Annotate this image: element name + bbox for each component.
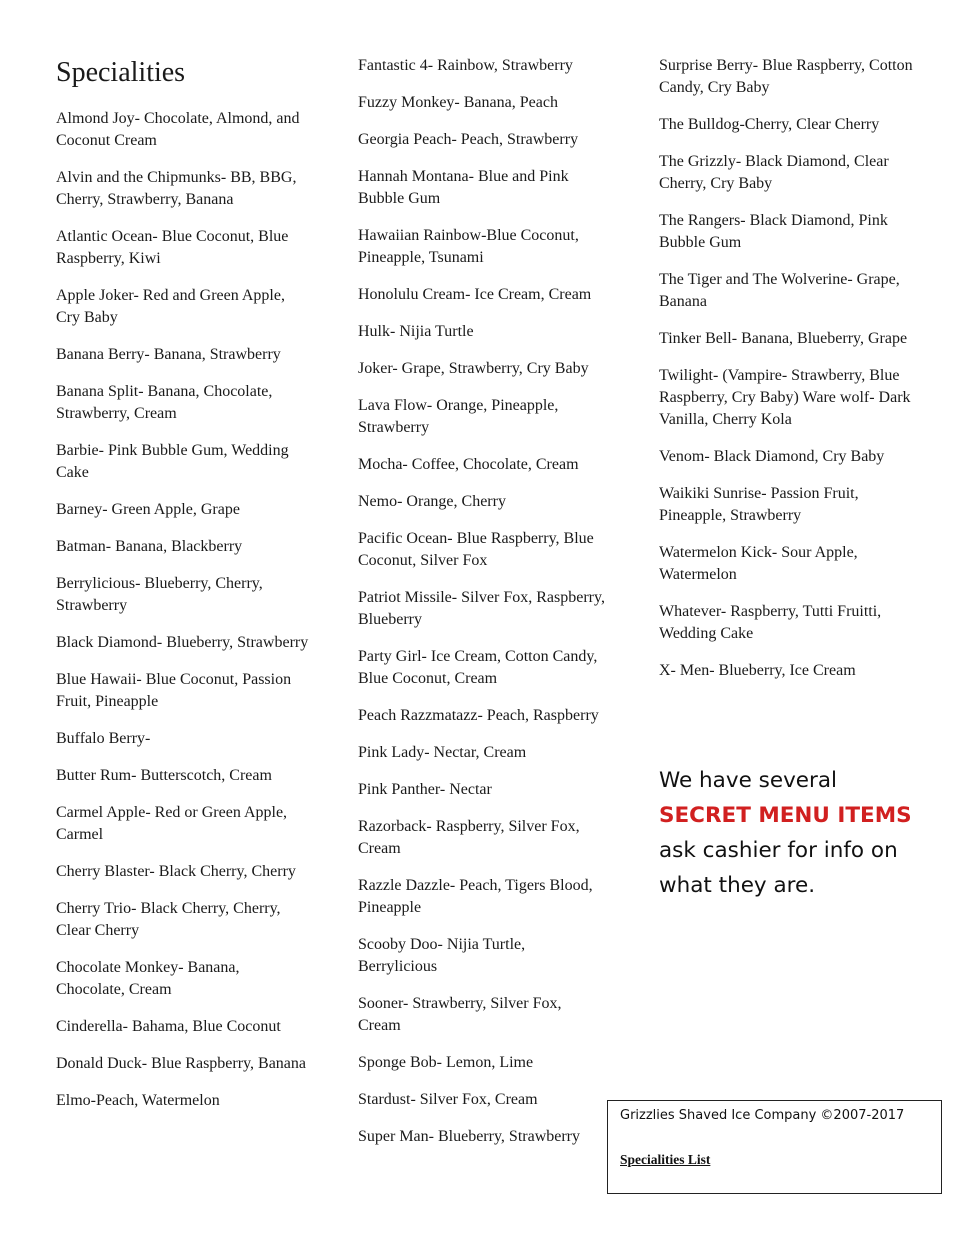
list-item: The Tiger and The Wolverine- Grape, Banana	[659, 271, 900, 310]
list-item: Super Man- Blueberry, Strawberry	[358, 1128, 581, 1145]
list-item: X- Men- Blueberry, Ice Cream	[659, 662, 856, 679]
specialities-list-column-1	[56, 108, 312, 1127]
list-item: Georgia Peach- Peach, Strawberry	[358, 131, 579, 148]
list-item: Hannah Montana- Blue and Pink Bubble Gum	[358, 168, 569, 207]
list-item: Nemo- Orange, Cherry	[358, 493, 506, 510]
list-item: Sooner- Strawberry, Silver Fox, Cream	[358, 995, 562, 1034]
list-item: Black Diamond- Blueberry, Strawberry	[56, 634, 309, 651]
list-item: Venom- Black Diamond, Cry Baby	[659, 448, 885, 465]
list-item: Elmo-Peach, Watermelon	[56, 1092, 220, 1109]
list-item: Surprise Berry- Blue Raspberry, Cotton Candy, Cry Baby	[659, 57, 913, 96]
list-item: Hulk- Nijia Turtle	[358, 323, 474, 340]
list-item: The Grizzly- Black Diamond, Clear Cherry, Cry Baby	[659, 153, 889, 192]
list-item: Barbie- Pink Bubble Gum, Wedding Cake	[56, 442, 289, 481]
list-item: Watermelon Kick- Sour Apple, Watermelon	[659, 544, 858, 583]
page-title: Specialities	[56, 57, 186, 88]
list-item: Pacific Ocean- Blue Raspberry, Blue Coconut, Silver Fox	[358, 530, 594, 569]
list-item: Scooby Doo- Nijia Turtle, Berrylicious	[358, 936, 526, 975]
footer-company: Grizzlies Shaved Ice Company ©2007-2017	[620, 1108, 905, 1123]
list-item: Fuzzy Monkey- Banana, Peach	[358, 94, 558, 111]
list-item: Party Girl- Ice Cream, Cotton Candy, Blue Coconut, Cream	[358, 648, 598, 687]
list-item: The Rangers- Black Diamond, Pink Bubble Gum	[659, 212, 888, 251]
list-item: Razzle Dazzle- Peach, Tigers Blood, Pineapple	[358, 877, 593, 916]
list-item: Razorback- Raspberry, Silver Fox, Cream	[358, 818, 580, 857]
list-item: Stardust- Silver Fox, Cream	[358, 1091, 538, 1108]
secret-menu-highlight: SECRET MENU ITEMS	[659, 803, 912, 828]
list-item: Carmel Apple- Red or Green Apple, Carmel	[56, 804, 288, 843]
list-item: Cherry Trio- Black Cherry, Cherry, Clear Cherry	[56, 900, 281, 939]
list-item: Butter Rum- Butterscotch, Cream	[56, 767, 272, 784]
list-item: Banana Split- Banana, Chocolate, Strawberry, Cream	[56, 383, 273, 422]
list-item: Hawaiian Rainbow-Blue Coconut, Pineapple, Tsunami	[358, 227, 579, 266]
secret-line-3: ask cashier for info on	[659, 838, 898, 863]
list-item: Donald Duck- Blue Raspberry, Banana	[56, 1055, 306, 1072]
list-item: Joker- Grape, Strawberry, Cry Baby	[358, 360, 589, 377]
footer-box	[607, 1100, 942, 1194]
list-item: Twilight- (Vampire- Strawberry, Blue Raspberry, Cry Baby) Ware wolf- Dark Vanilla, Cherry Kola	[659, 367, 911, 428]
list-item: Honolulu Cream- Ice Cream, Cream	[358, 286, 592, 303]
list-item: Chocolate Monkey- Banana, Chocolate, Cream	[56, 959, 240, 998]
list-item: Buffalo Berry-	[56, 730, 151, 747]
list-item: Banana Berry- Banana, Strawberry	[56, 346, 281, 363]
list-item: Tinker Bell- Banana, Blueberry, Grape	[659, 330, 908, 347]
specialities-list-column-3	[659, 55, 919, 697]
list-item: Batman- Banana, Blackberry	[56, 538, 243, 555]
list-item: Almond Joy- Chocolate, Almond, and Coconut Cream	[56, 110, 300, 149]
list-item: Apple Joker- Red and Green Apple, Cry Baby	[56, 287, 285, 326]
specialities-list-column-2	[358, 55, 608, 1163]
list-item: Mocha- Coffee, Chocolate, Cream	[358, 456, 579, 473]
list-item: Fantastic 4- Rainbow, Strawberry	[358, 57, 573, 74]
list-item: Sponge Bob- Lemon, Lime	[358, 1054, 534, 1071]
list-item: The Bulldog-Cherry, Clear Cherry	[659, 116, 880, 133]
list-item: Cherry Blaster- Black Cherry, Cherry	[56, 863, 296, 880]
secret-line-4: what they are.	[659, 873, 816, 898]
list-item: Cinderella- Bahama, Blue Coconut	[56, 1018, 281, 1035]
list-item: Barney- Green Apple, Grape	[56, 501, 240, 518]
list-item: Lava Flow- Orange, Pineapple, Strawberry	[358, 397, 559, 436]
list-item: Alvin and the Chipmunks- BB, BBG, Cherry, Strawberry, Banana	[56, 169, 297, 208]
footer-list-title: Specialities List	[620, 1152, 711, 1167]
secret-line-1: We have several	[659, 768, 838, 793]
list-item: Waikiki Sunrise- Passion Fruit, Pineapple, Strawberry	[659, 485, 859, 524]
list-item: Blue Hawaii- Blue Coconut, Passion Fruit, Pineapple	[56, 671, 292, 710]
list-item: Berrylicious- Blueberry, Cherry, Strawberry	[56, 575, 263, 614]
list-item: Patriot Missile- Silver Fox, Raspberry, Blueberry	[358, 589, 605, 628]
list-item: Pink Panther- Nectar	[358, 781, 492, 798]
list-item: Pink Lady- Nectar, Cream	[358, 744, 527, 761]
list-item: Atlantic Ocean- Blue Coconut, Blue Raspberry, Kiwi	[56, 228, 289, 267]
secret-menu-notice	[659, 763, 949, 903]
list-item: Whatever- Raspberry, Tutti Fruitti, Wedding Cake	[659, 603, 882, 642]
list-item: Peach Razzmatazz- Peach, Raspberry	[358, 707, 599, 724]
